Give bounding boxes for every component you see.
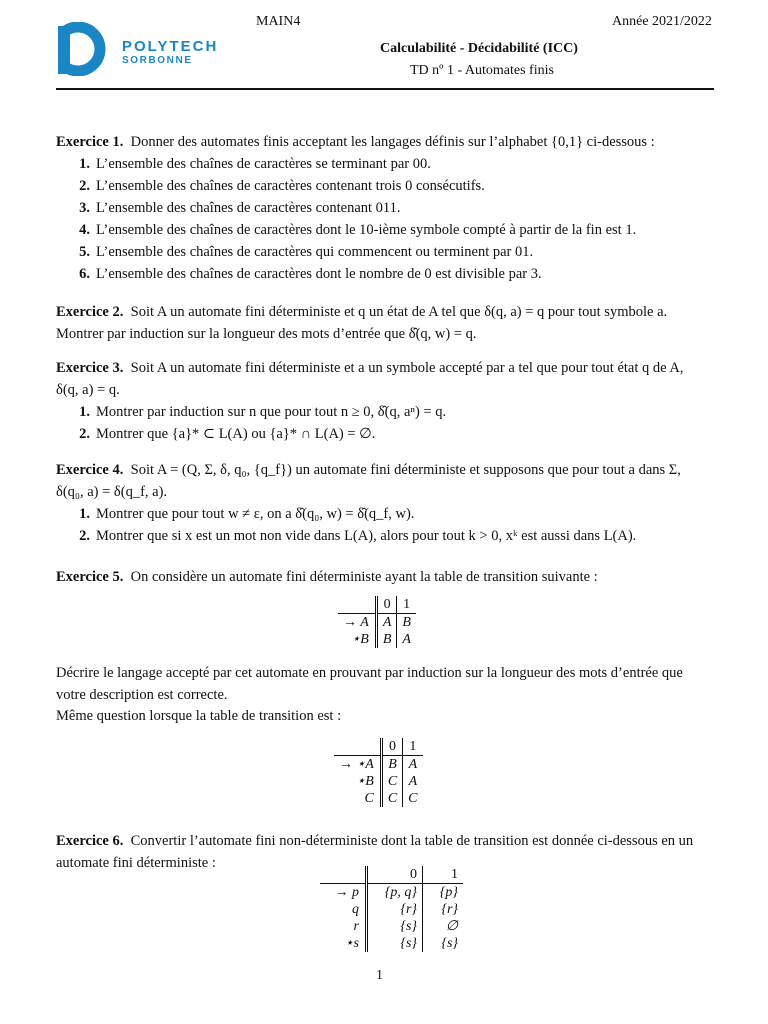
transition-table-3: 0 1 → p {p, q} {p} q {r} {r} r {s} ∅ ⋆s {s} {s} xyxy=(320,866,463,952)
exercise-4-text-2: δ(q₀, a) = δ(q_f, a). xyxy=(56,484,168,500)
exercise-2-text: Soit A un automate fini déterministe et q un état de A tel que δ(q, a) = q pour tout symbole a. xyxy=(130,304,668,320)
exercise-3-label: Exercice 3. xyxy=(56,360,124,376)
course-title: Calculabilité - Décidabilité (ICC) xyxy=(380,41,578,56)
exercise-2 xyxy=(56,301,716,345)
table-row: C C C xyxy=(334,790,423,807)
table-row: ⋆s {s} {s} xyxy=(320,935,463,952)
exercise-2-label: Exercice 2. xyxy=(56,304,124,320)
logo-name: POLYTECH xyxy=(122,38,219,55)
list-item: 4. L’ensemble des chaînes de caractères dont le 10-ième symbole compté à partir de la fin est 1. xyxy=(79,222,637,238)
polytech-logo-icon xyxy=(56,22,114,76)
exercise-5-intro: On considère un automate fini déterministe ayant la table de transition suivante : xyxy=(130,569,598,585)
list-item: 6. L’ensemble des chaînes de caractères dont le nombre de 0 est divisible par 3. xyxy=(79,266,542,282)
list-item: 1. Montrer que pour tout w ≠ ε, on a δ̂(q₀, w) = δ̂(q_f, w). xyxy=(79,506,415,522)
exercise-1-intro: Donner des automates finis acceptant les langages définis sur l’alphabet {0,1} ci-dessous : xyxy=(130,134,655,150)
exercise-3-text-2: δ(q, a) = q. xyxy=(56,382,120,398)
list-item: 2. Montrer que {a}* ⊂ L(A) ou {a}* ∩ L(A) = ∅. xyxy=(79,426,376,442)
list-item: 2. Montrer que si x est un mot non vide dans L(A), alors pour tout k > 0, xᵏ est aussi dans L(A). xyxy=(79,528,637,544)
table-row: → A A B xyxy=(338,614,416,632)
exercise-6-intro: Convertir l’automate fini non-déterministe dont la table de transition est donnée ci-dessous en un automate fini déterministe : xyxy=(56,833,694,871)
logo-subtitle: SORBONNE xyxy=(122,55,193,66)
table-row: ⋆B C A xyxy=(334,773,423,790)
polytech-sorbonne-logo xyxy=(56,22,256,76)
exercise-6-label: Exercice 6. xyxy=(56,833,124,849)
exercise-4-label: Exercice 4. xyxy=(56,462,124,478)
list-item: 1. Montrer par induction sur n que pour tout n ≥ 0, δ̂(q, aⁿ) = q. xyxy=(79,404,447,420)
page-number: 1 xyxy=(376,968,383,983)
list-item: 2. L’ensemble des chaînes de caractères contenant trois 0 consécutifs. xyxy=(79,178,485,194)
exercise-1 xyxy=(56,131,716,285)
transition-table-2: 0 1 → ⋆A B A ⋆B C A C C C xyxy=(334,738,423,807)
exercise-3 xyxy=(56,357,716,445)
exercise-5-question-2: Même question lorsque la table de transition est : xyxy=(56,708,342,724)
table-row: → ⋆A B A xyxy=(334,756,423,774)
exercise-4-text: Soit A = (Q, Σ, δ, q₀, {q_f}) un automate fini déterministe et supposons que pour tout a dans Σ, xyxy=(130,462,681,478)
exercise-1-label: Exercice 1. xyxy=(56,134,124,150)
table-row: q {r} {r} xyxy=(320,901,463,918)
academic-year: Année 2021/2022 xyxy=(612,14,712,29)
transition-table-1: 0 1 → A A B ⋆B B A xyxy=(338,596,416,648)
exercise-4 xyxy=(56,459,716,547)
exercise-3-text: Soit A un automate fini déterministe et a un symbole accepté par a tel que pour tout état q de A, xyxy=(130,360,684,376)
table-row: r {s} ∅ xyxy=(320,918,463,935)
header-rule xyxy=(56,88,714,90)
exercise-5-question: Décrire le langage accepté par cet automate en prouvant par induction sur la longueur des mots d’entrée que votre description est correcte. xyxy=(56,665,683,703)
table-row: → p {p, q} {p} xyxy=(320,884,463,902)
list-item: 3. L’ensemble des chaînes de caractères contenant 011. xyxy=(79,200,401,216)
list-item: 5. L’ensemble des chaînes de caractères qui commencent ou terminent par 01. xyxy=(79,244,534,260)
exercise-5 xyxy=(56,566,716,588)
table-row: ⋆B B A xyxy=(338,631,416,648)
td-subtitle: TD nº 1 - Automates finis xyxy=(410,63,554,78)
exercise-5-label: Exercice 5. xyxy=(56,569,124,585)
list-item: 1. L’ensemble des chaînes de caractères se terminant par 00. xyxy=(79,156,431,172)
exercise-2-text-2: Montrer par induction sur la longueur des mots d’entrée que δ̂(q, w) = q. xyxy=(56,326,477,342)
course-code: MAIN4 xyxy=(256,14,301,29)
